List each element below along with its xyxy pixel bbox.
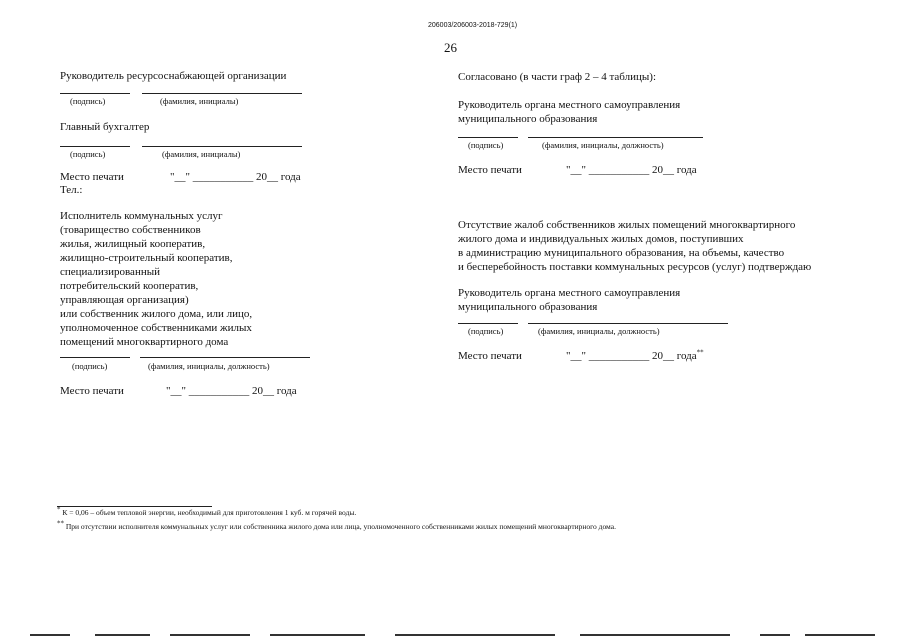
signature-line — [60, 357, 130, 358]
footnote-1 — [57, 505, 357, 517]
text-line: уполномоченное собственниками жилых — [60, 322, 252, 334]
gov-head-title-2 — [458, 286, 680, 314]
scan-artifact — [95, 634, 150, 636]
stamp-place-label: Место печати — [60, 385, 124, 397]
text-line: Руководитель органа местного самоуправления — [458, 287, 681, 299]
text-line: в администрацию муниципального образования, на объемы, качество — [458, 247, 785, 259]
stamp-place-label: Место печати — [458, 350, 522, 362]
footnote-mark: * — [57, 505, 61, 514]
signature-line — [60, 146, 130, 147]
stamp-place-label: Место печати — [458, 164, 522, 176]
footnote-ref: ** — [696, 348, 704, 357]
name-line — [142, 146, 302, 147]
text-line: управляющая организация) — [60, 294, 189, 306]
name-caption: (фамилия, инициалы, должность) — [542, 140, 664, 150]
text-line: потребительский кооператив, — [60, 280, 199, 292]
agreed-heading: Согласовано (в части граф 2 – 4 таблицы): — [458, 71, 656, 83]
text-line: помещений многоквартирного дома — [60, 336, 229, 348]
chief-accountant-title: Главный бухгалтер — [60, 121, 150, 133]
text-line: и бесперебойность поставки коммунальных ресурсов (услуг) подтверждаю — [458, 261, 812, 273]
stamp-date-field — [566, 350, 704, 363]
text-line: специализированный — [60, 266, 160, 278]
gov-head-title — [458, 98, 680, 126]
name-line — [142, 93, 302, 94]
name-caption: (фамилия, инициалы) — [160, 96, 239, 106]
name-line — [528, 137, 703, 138]
name-line — [528, 323, 728, 324]
name-line — [140, 357, 310, 358]
signature-line — [458, 137, 518, 138]
text-line: жилого дома и индивидуальных жилых домов, поступивших — [458, 233, 744, 245]
executor-description — [60, 209, 252, 349]
footnote-mark: ** — [57, 519, 64, 528]
footnote-text: При отсутствии исполнителя коммунальных услуг или собственника жилого дома или лица, уполномоченного собственниками жилых помещений многоквартирного дома. — [65, 522, 616, 531]
name-caption: (фамилия, инициалы, должность) — [538, 326, 660, 336]
text-line: Руководитель органа местного самоуправления — [458, 99, 681, 111]
supplier-head-title: Руководитель ресурсоснабжающей организации — [60, 70, 287, 82]
signature-caption: (подпись) — [72, 361, 108, 371]
scan-artifact — [395, 634, 555, 636]
scan-artifact — [805, 634, 875, 636]
scan-artifact — [760, 634, 790, 636]
signature-caption: (подпись) — [70, 96, 106, 106]
document-id: 206003/206003-2018-729(1) — [428, 22, 518, 29]
text-line: Отсутствие жалоб собственников жилых помещений многоквартирного — [458, 219, 796, 231]
signature-caption: (подпись) — [70, 149, 106, 159]
stamp-date-field: "__" ___________ 20__ года — [166, 385, 297, 397]
signature-line — [60, 93, 130, 94]
scan-artifact — [30, 634, 70, 636]
footnote-2 — [57, 519, 616, 531]
text-line: жилья, жилищный кооператив, — [60, 238, 206, 250]
scan-artifact — [270, 634, 365, 636]
page-number: 26 — [444, 40, 457, 55]
text-line: муниципального образования — [458, 301, 598, 313]
text-line: жилищно-строительный кооператив, — [60, 252, 233, 264]
text-line: Исполнитель коммунальных услуг — [60, 210, 223, 222]
text-line: (товарищество собственников — [60, 224, 201, 236]
complaints-statement — [458, 218, 811, 274]
signature-caption: (подпись) — [468, 326, 504, 336]
stamp-date-field: "__" ___________ 20__ года — [170, 171, 301, 183]
stamp-place-label: Место печати — [60, 171, 124, 183]
text-line: или собственник жилого дома, или лицо, — [60, 308, 253, 320]
signature-line — [458, 323, 518, 324]
stamp-date-text: "__" ___________ 20__ года — [566, 350, 697, 362]
text-line: муниципального образования — [458, 113, 598, 125]
stamp-date-field: "__" ___________ 20__ года — [566, 164, 697, 176]
footnote-separator — [57, 506, 212, 507]
name-caption: (фамилия, инициалы) — [162, 149, 241, 159]
footnote-text: К = 0,06 – объем тепловой энергии, необходимый для приготовления 1 куб. м горячей воды. — [62, 508, 357, 517]
signature-caption: (подпись) — [468, 140, 504, 150]
scan-artifact — [580, 634, 730, 636]
name-caption: (фамилия, инициалы, должность) — [148, 361, 270, 371]
scan-artifact — [170, 634, 250, 636]
phone-label: Тел.: — [60, 184, 83, 196]
